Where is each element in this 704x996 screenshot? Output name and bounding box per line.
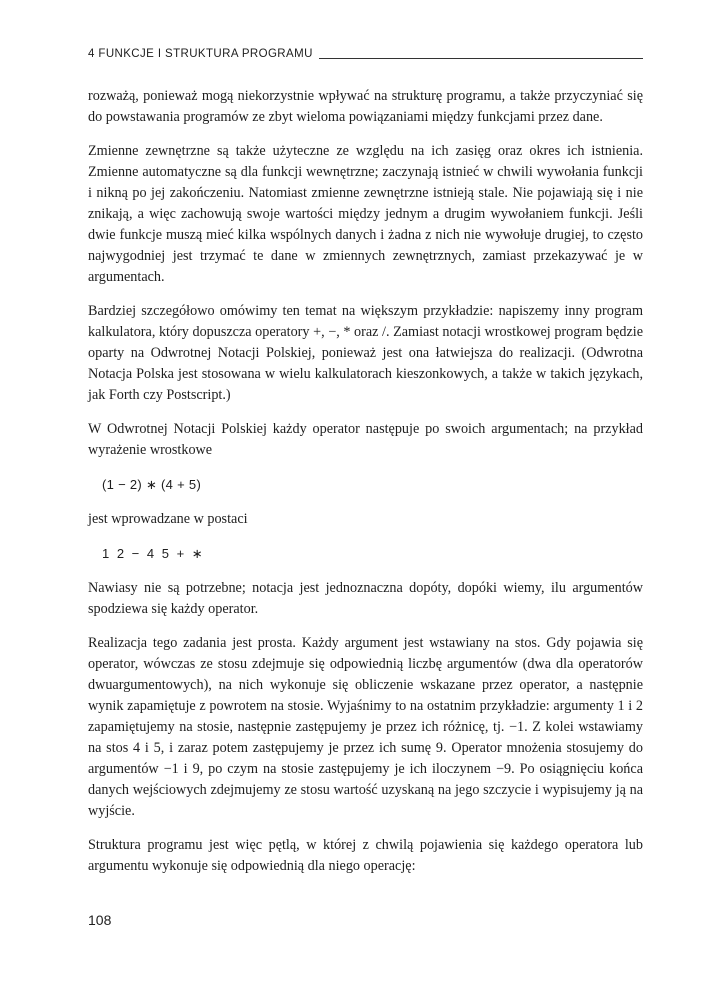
running-header	[88, 44, 643, 64]
paragraph: rozważą, ponieważ mogą niekorzystnie wpływać na strukturę programu, a także przyczyniać się do powstawania programów ze zbyt wieloma powiązaniami między funkcjami przez dane.	[88, 88, 643, 125]
header-rule	[319, 58, 643, 59]
page-body	[88, 86, 643, 890]
page-number: 108	[88, 912, 112, 928]
chapter-title: 4 FUNKCJE I STRUKTURA PROGRAMU	[88, 48, 313, 60]
paragraph: W Odwrotnej Notacji Polskiej każdy operator następuje po swoich argumentach; na przykład wyrażenie wrostkowe	[88, 421, 643, 458]
infix-example: (1 − 2) ∗ (4 + 5)	[102, 477, 202, 492]
paragraph: Zmienne zewnętrzne są także użyteczne ze względu na ich zasięg oraz okres ich istnienia. Zmienne automatyczne są dla funkcji wewnętrzne; zaczynają istnieć w chwili wywołania funkcji i nikną po jej zakończeniu. Natomiast zmienne zewnętrzne istnieją stale. Nie pojawiają się i nie znikają, a więc zachowują swoje wartości między jednym a drugim wywołaniem funkcji. Jeśli dwie funkcje muszą mieć kilka wspólnych danych i żadna z nich nie wywołuje drugiej, to często najwygodniej jest trzymać te dane w zmiennych zewnętrznych, zamiast przekazywać je w argumentach.	[88, 143, 643, 285]
paragraph: Realizacja tego zadania jest prosta. Każdy argument jest wstawiany na stos. Gdy pojawia się operator, wówczas ze stosu zdejmuje się odpowiednią liczbę argumentów (dwa dla operatorów dwuargumentowych), na nich wykonuje się obliczenie wskazane przez operator, a następnie wynik zapamiętuje z powrotem na stosie. Wyjaśnimy to na ostatnim przykładzie: argumenty 1 i 2 zapamiętujemy na stosie, następnie zastępujemy je przez ich różnicę, tj. −1. Z kolei wstawiamy na stos 4 i 5, i zaraz potem zastępujemy je przez ich sumę 9. Operator mnożenia stosujemy do argumentów −1 i 9, po czym na stosie zastępujemy je ich iloczynem −9. Po osiągnięciu końca danych wejściowych zdejmujemy ze stosu wartość uzyskaną na jego szczycie i wypisujemy ją na wyjście.	[88, 635, 643, 819]
paragraph: Nawiasy nie są potrzebne; notacja jest jednoznaczna dopóty, dopóki wiemy, ilu argumentów spodziewa się każdy operator.	[88, 580, 643, 617]
paragraph: Struktura programu jest więc pętlą, w której z chwilą pojawienia się każdego operatora lub argumentu wykonuje się odpowiednią dla niego operację:	[88, 837, 643, 874]
postfix-example: 1 2 − 4 5 + ∗	[102, 546, 205, 561]
paragraph: jest wprowadzane w postaci	[88, 511, 248, 527]
paragraph: Bardziej szczegółowo omówimy ten temat na większym przykładzie: napiszemy inny program kalkulatora, który dopuszcza operatory +, −, * oraz /. Zamiast notacji wrostkowej program będzie oparty na Odwrotnej Notacji Polskiej, ponieważ jest ona łatwiejsza do realizacji. (Odwrotna Notacja Polska jest stosowana w wielu kalkulatorach kieszonkowych, a także w takich językach, jak Forth czy Postscript.)	[88, 303, 643, 403]
